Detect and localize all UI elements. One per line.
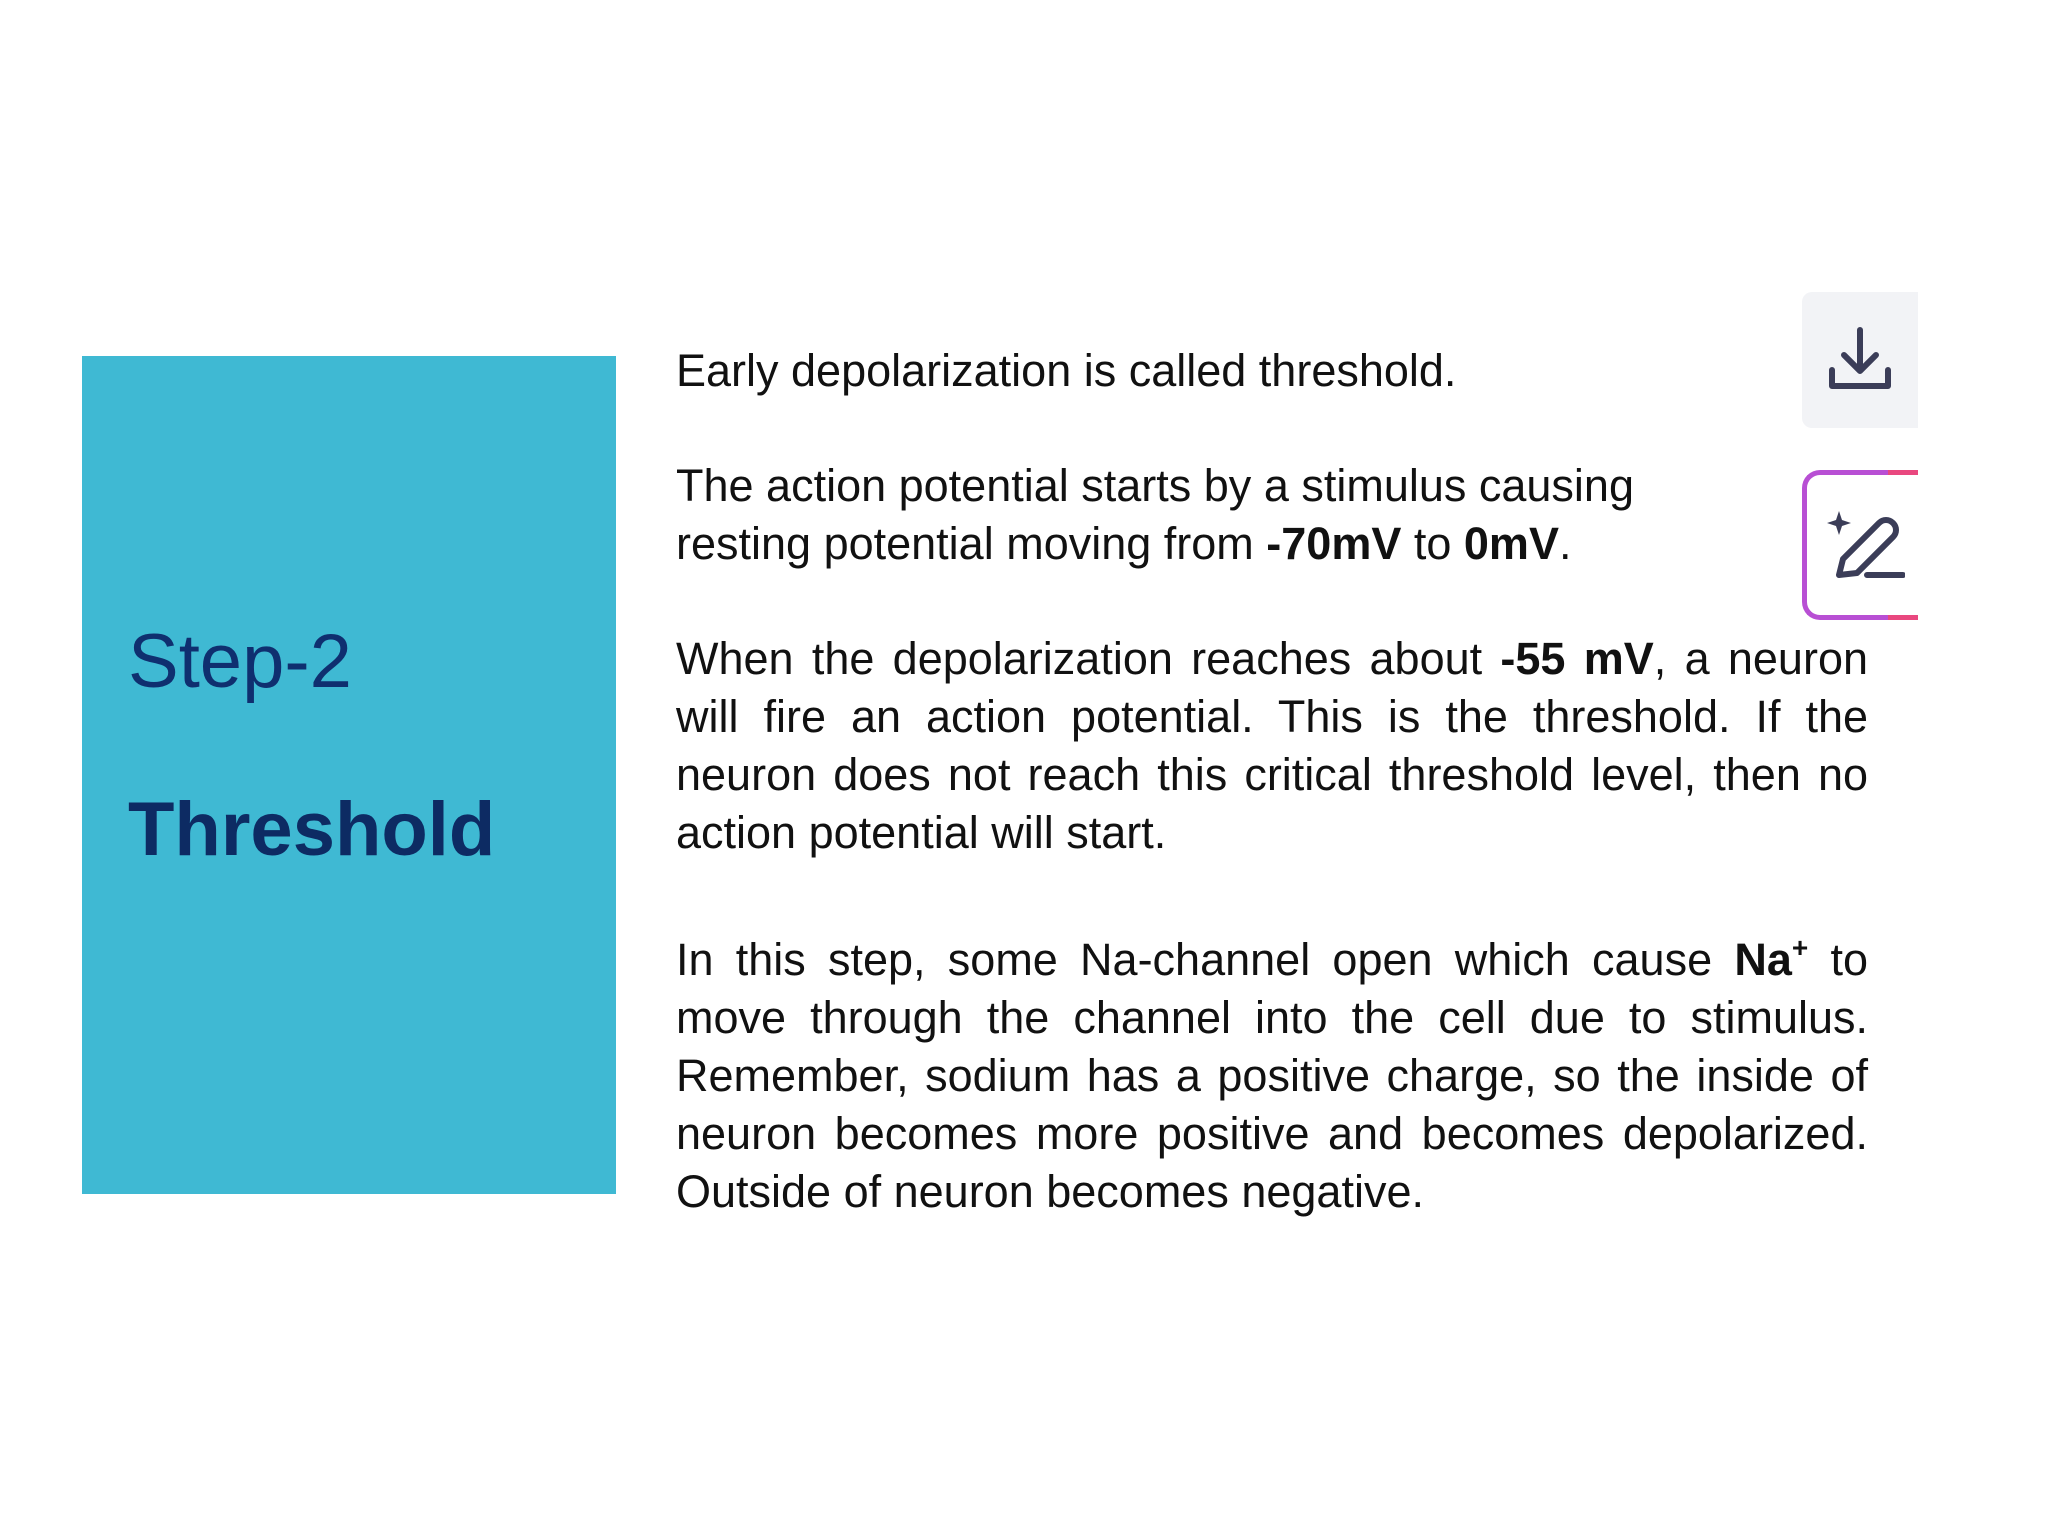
magic-pen-icon bbox=[1821, 503, 1905, 587]
ai-edit-button[interactable] bbox=[1802, 470, 1918, 620]
paragraph-3-text-start: When the depolarization reaches about bbox=[676, 633, 1501, 684]
paragraph-3-text-end: , a neuron will fire an action potential. This is the threshold. If the neuron does not reach this critical threshold level, then no action potential will start. bbox=[676, 633, 1868, 858]
download-button[interactable] bbox=[1802, 292, 1918, 428]
threshold-voltage-value: -55 mV bbox=[1500, 633, 1654, 684]
step-title: Threshold bbox=[128, 787, 496, 872]
paragraph-4 bbox=[676, 919, 1868, 1221]
sodium-ion-symbol: Na bbox=[1734, 934, 1792, 985]
paragraph-4-text-end: to move through the channel into the cell due to stimulus. Remember, sodium has a positive charge, so the inside of neuron becomes more positive and becomes depolarized. Outside of neuron becomes negative. bbox=[676, 934, 1868, 1217]
step-label: Step-2 bbox=[128, 619, 352, 704]
paragraph-3 bbox=[676, 630, 1868, 862]
paragraph-4-text-start: In this step, some Na-channel open which cause bbox=[676, 934, 1735, 985]
paragraph-2-end: . bbox=[1558, 518, 1572, 569]
paragraph-2-line-2-text: resting potential moving from bbox=[676, 518, 1267, 569]
paragraph-1: Early depolarization is called threshold. bbox=[676, 345, 1457, 396]
sodium-ion-charge: + bbox=[1791, 932, 1809, 963]
download-icon bbox=[1822, 322, 1898, 398]
paragraph-2 bbox=[676, 457, 1774, 573]
content-area bbox=[676, 342, 1868, 1221]
paragraph-2-line-1: The action potential starts by a stimulus causing bbox=[676, 460, 1634, 511]
voltage-value-resting: -70mV bbox=[1266, 518, 1402, 569]
paragraph-2-connector: to bbox=[1401, 518, 1464, 569]
voltage-value-zero: 0mV bbox=[1463, 518, 1559, 569]
step-card bbox=[82, 356, 616, 1194]
